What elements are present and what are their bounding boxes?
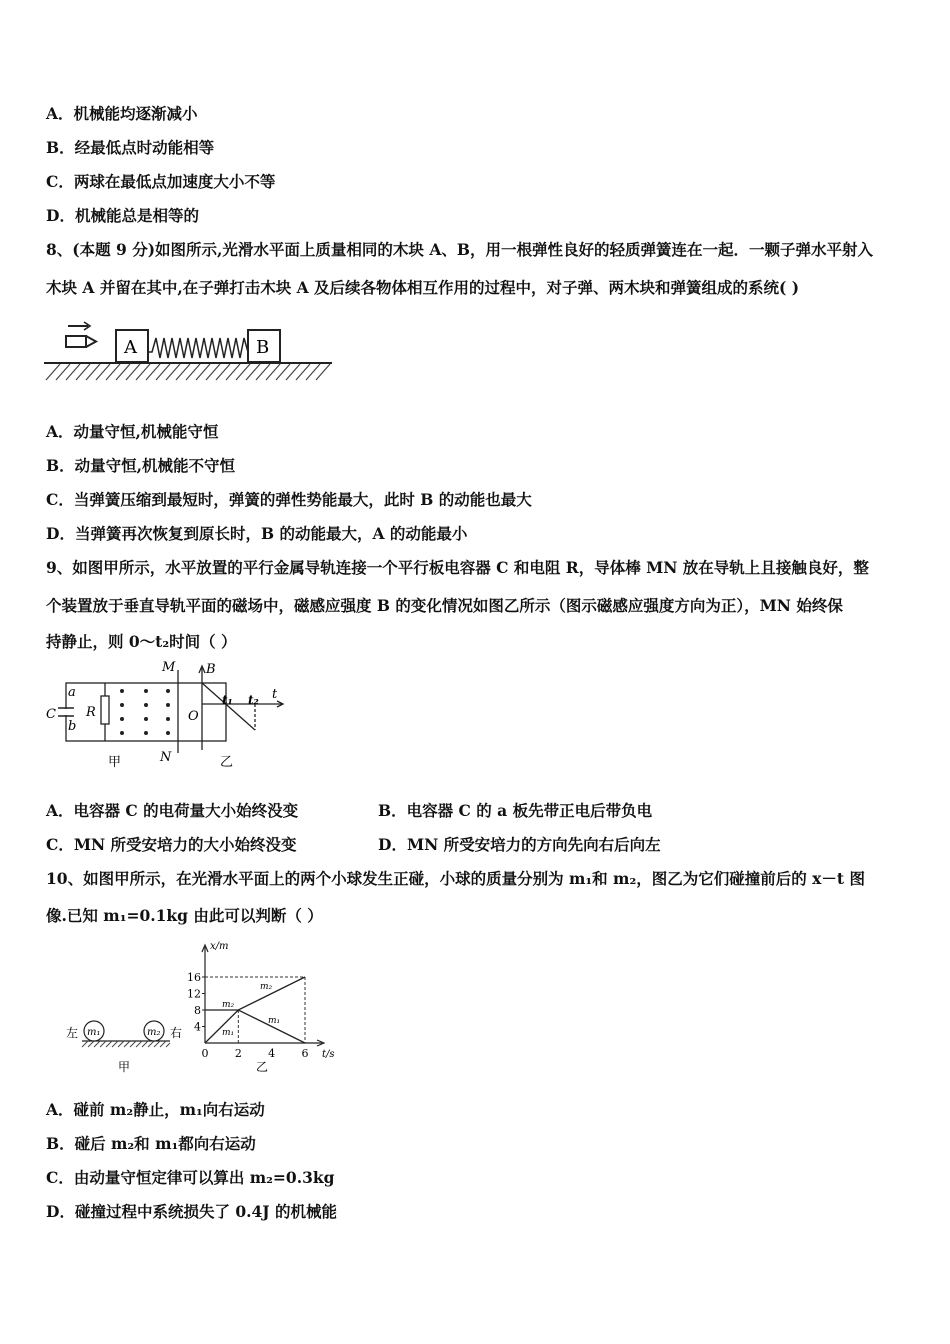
rod-m-label: M xyxy=(162,660,176,675)
q8-option-c: C．当弹簧压缩到最短时，弹簧的弹性势能最大，此时 B 的动能也最大 xyxy=(46,490,532,509)
q10-option-b: B．碰后 m₂和 m₁都向右运动 xyxy=(46,1134,256,1153)
series-line-m2 xyxy=(205,977,305,1010)
xt-series xyxy=(205,977,305,1043)
y-axis-label: x/m xyxy=(210,941,229,952)
bullet-icon xyxy=(66,322,96,347)
capacitor-label: C xyxy=(46,707,56,722)
x-tick-label: 4 xyxy=(268,1047,276,1060)
figure-yi-caption: 乙 xyxy=(256,1060,269,1074)
q10-figure xyxy=(60,935,360,1083)
figure-jia-caption: 甲 xyxy=(108,755,122,770)
spring xyxy=(148,338,248,358)
series-line-m1 xyxy=(205,1010,305,1043)
q9-stem-line2: 个装置放于垂直导轨平面的磁场中，磁感应强度 B 的变化情况如图乙所示（图示磁感应强度方向为正），MN 始终保 xyxy=(46,596,843,615)
m2-before-label: m₂ xyxy=(222,1000,235,1010)
q8-option-d: D．当弹簧再次恢复到原长时，B 的动能最大，A 的动能最小 xyxy=(46,524,468,543)
block-b-label: B xyxy=(256,337,270,358)
q7-option-c: C．两球在最低点加速度大小不等 xyxy=(46,172,276,191)
y-tick-label: 12 xyxy=(187,987,201,1001)
q7-option-a: A．机械能均逐渐减小 xyxy=(46,104,198,123)
q8-figure xyxy=(44,318,334,388)
m1-before-label: m₁ xyxy=(222,1028,235,1038)
q7-option-b: B．经最低点时动能相等 xyxy=(46,138,215,157)
origin-label: O xyxy=(188,709,199,724)
circuit-diagram xyxy=(58,670,226,753)
q8-option-b: B．动量守恒,机械能不守恒 xyxy=(46,456,235,475)
ball-m2-label: m₂ xyxy=(147,1027,161,1038)
axis-t-label: t xyxy=(272,687,278,702)
m2-after-label: m₂ xyxy=(260,982,273,992)
xt-axes xyxy=(202,945,324,1046)
magnetic-field-dots xyxy=(120,689,170,735)
q8-option-a: A．动量守恒,机械能守恒 xyxy=(46,422,219,441)
q9-figure-svg xyxy=(44,658,294,776)
ground-hatch xyxy=(46,364,330,380)
q10-figure-svg xyxy=(60,935,360,1083)
q9-stem-line1: 9、如图甲所示，水平放置的平行金属导轨连接一个平行板电容器 C 和电阻 R，导体棒 MN 放在导轨上且接触良好，整 xyxy=(46,558,869,577)
plate-a-label: a xyxy=(68,685,76,700)
q9-option-b: B．电容器 C 的 a 板先带正电后带负电 xyxy=(378,801,653,820)
resistor-label: R xyxy=(86,705,96,720)
q7-option-d: D．机械能总是相等的 xyxy=(46,206,199,225)
bt-graph xyxy=(199,666,283,750)
y-tick-label: 4 xyxy=(194,1020,201,1034)
q10-option-c: C．由动量守恒定律可以算出 m₂=0.3kg xyxy=(46,1168,335,1187)
x-tick-label: 0 xyxy=(201,1047,209,1060)
y-tick-label: 16 xyxy=(187,971,201,984)
block-a-label: A xyxy=(124,337,137,358)
x-tick-label: 2 xyxy=(234,1047,242,1060)
axis-b-label: B xyxy=(206,662,216,677)
left-label: 左 xyxy=(66,1026,79,1040)
right-label: 右 xyxy=(170,1026,183,1040)
q9-figure xyxy=(44,658,294,776)
rod-n-label: N xyxy=(160,750,172,765)
x-tick-label: 6 xyxy=(301,1047,309,1060)
y-tick-label: 8 xyxy=(194,1004,201,1017)
q10-option-a: A．碰前 m₂静止，m₁向右运动 xyxy=(46,1100,265,1119)
plate-b-label: b xyxy=(68,719,77,734)
q10-option-d: D．碰撞过程中系统损失了 0.4J 的机械能 xyxy=(46,1202,338,1221)
q9-option-c: C．MN 所受安培力的大小始终没变 xyxy=(46,835,297,854)
figure-yi-caption: 乙 xyxy=(220,755,234,770)
q9-stem-line3: 持静止，则 0～t₂时间（ ） xyxy=(46,632,237,651)
figure-jia-caption: 甲 xyxy=(118,1060,131,1074)
q8-stem-line2: 木块 A 并留在其中,在子弹打击木块 A 及后续各物体相互作用的过程中，对子弹、两木块和弹簧组成的系统( ) xyxy=(46,278,800,297)
q8-stem-line1: 8、(本题 9 分)如图所示,光滑水平面上质量相同的木块 A、B，用一根弹性良好的轻质弹簧连在一起．一颗子弹水平射入 xyxy=(46,240,873,259)
m1-after-label: m₁ xyxy=(268,1016,281,1026)
ball-m1-label: m₁ xyxy=(87,1027,101,1038)
q10-stem-line1: 10、如图甲所示，在光滑水平面上的两个小球发生正碰，小球的质量分别为 m₁和 m₂，图乙为它们碰撞前后的 x－t 图 xyxy=(46,869,865,888)
q9-option-d: D．MN 所受安培力的方向先向右后向左 xyxy=(378,835,661,854)
x-axis-label: t/s xyxy=(322,1049,335,1060)
q8-figure-svg xyxy=(44,318,334,388)
t2-label: t₂ xyxy=(248,693,259,707)
t1-label: t₁ xyxy=(222,693,233,707)
q10-stem-line2: 像.已知 m₁=0.1kg 由此可以判断（ ） xyxy=(46,906,323,925)
q9-option-a: A．电容器 C 的电荷量大小始终没变 xyxy=(46,801,299,820)
